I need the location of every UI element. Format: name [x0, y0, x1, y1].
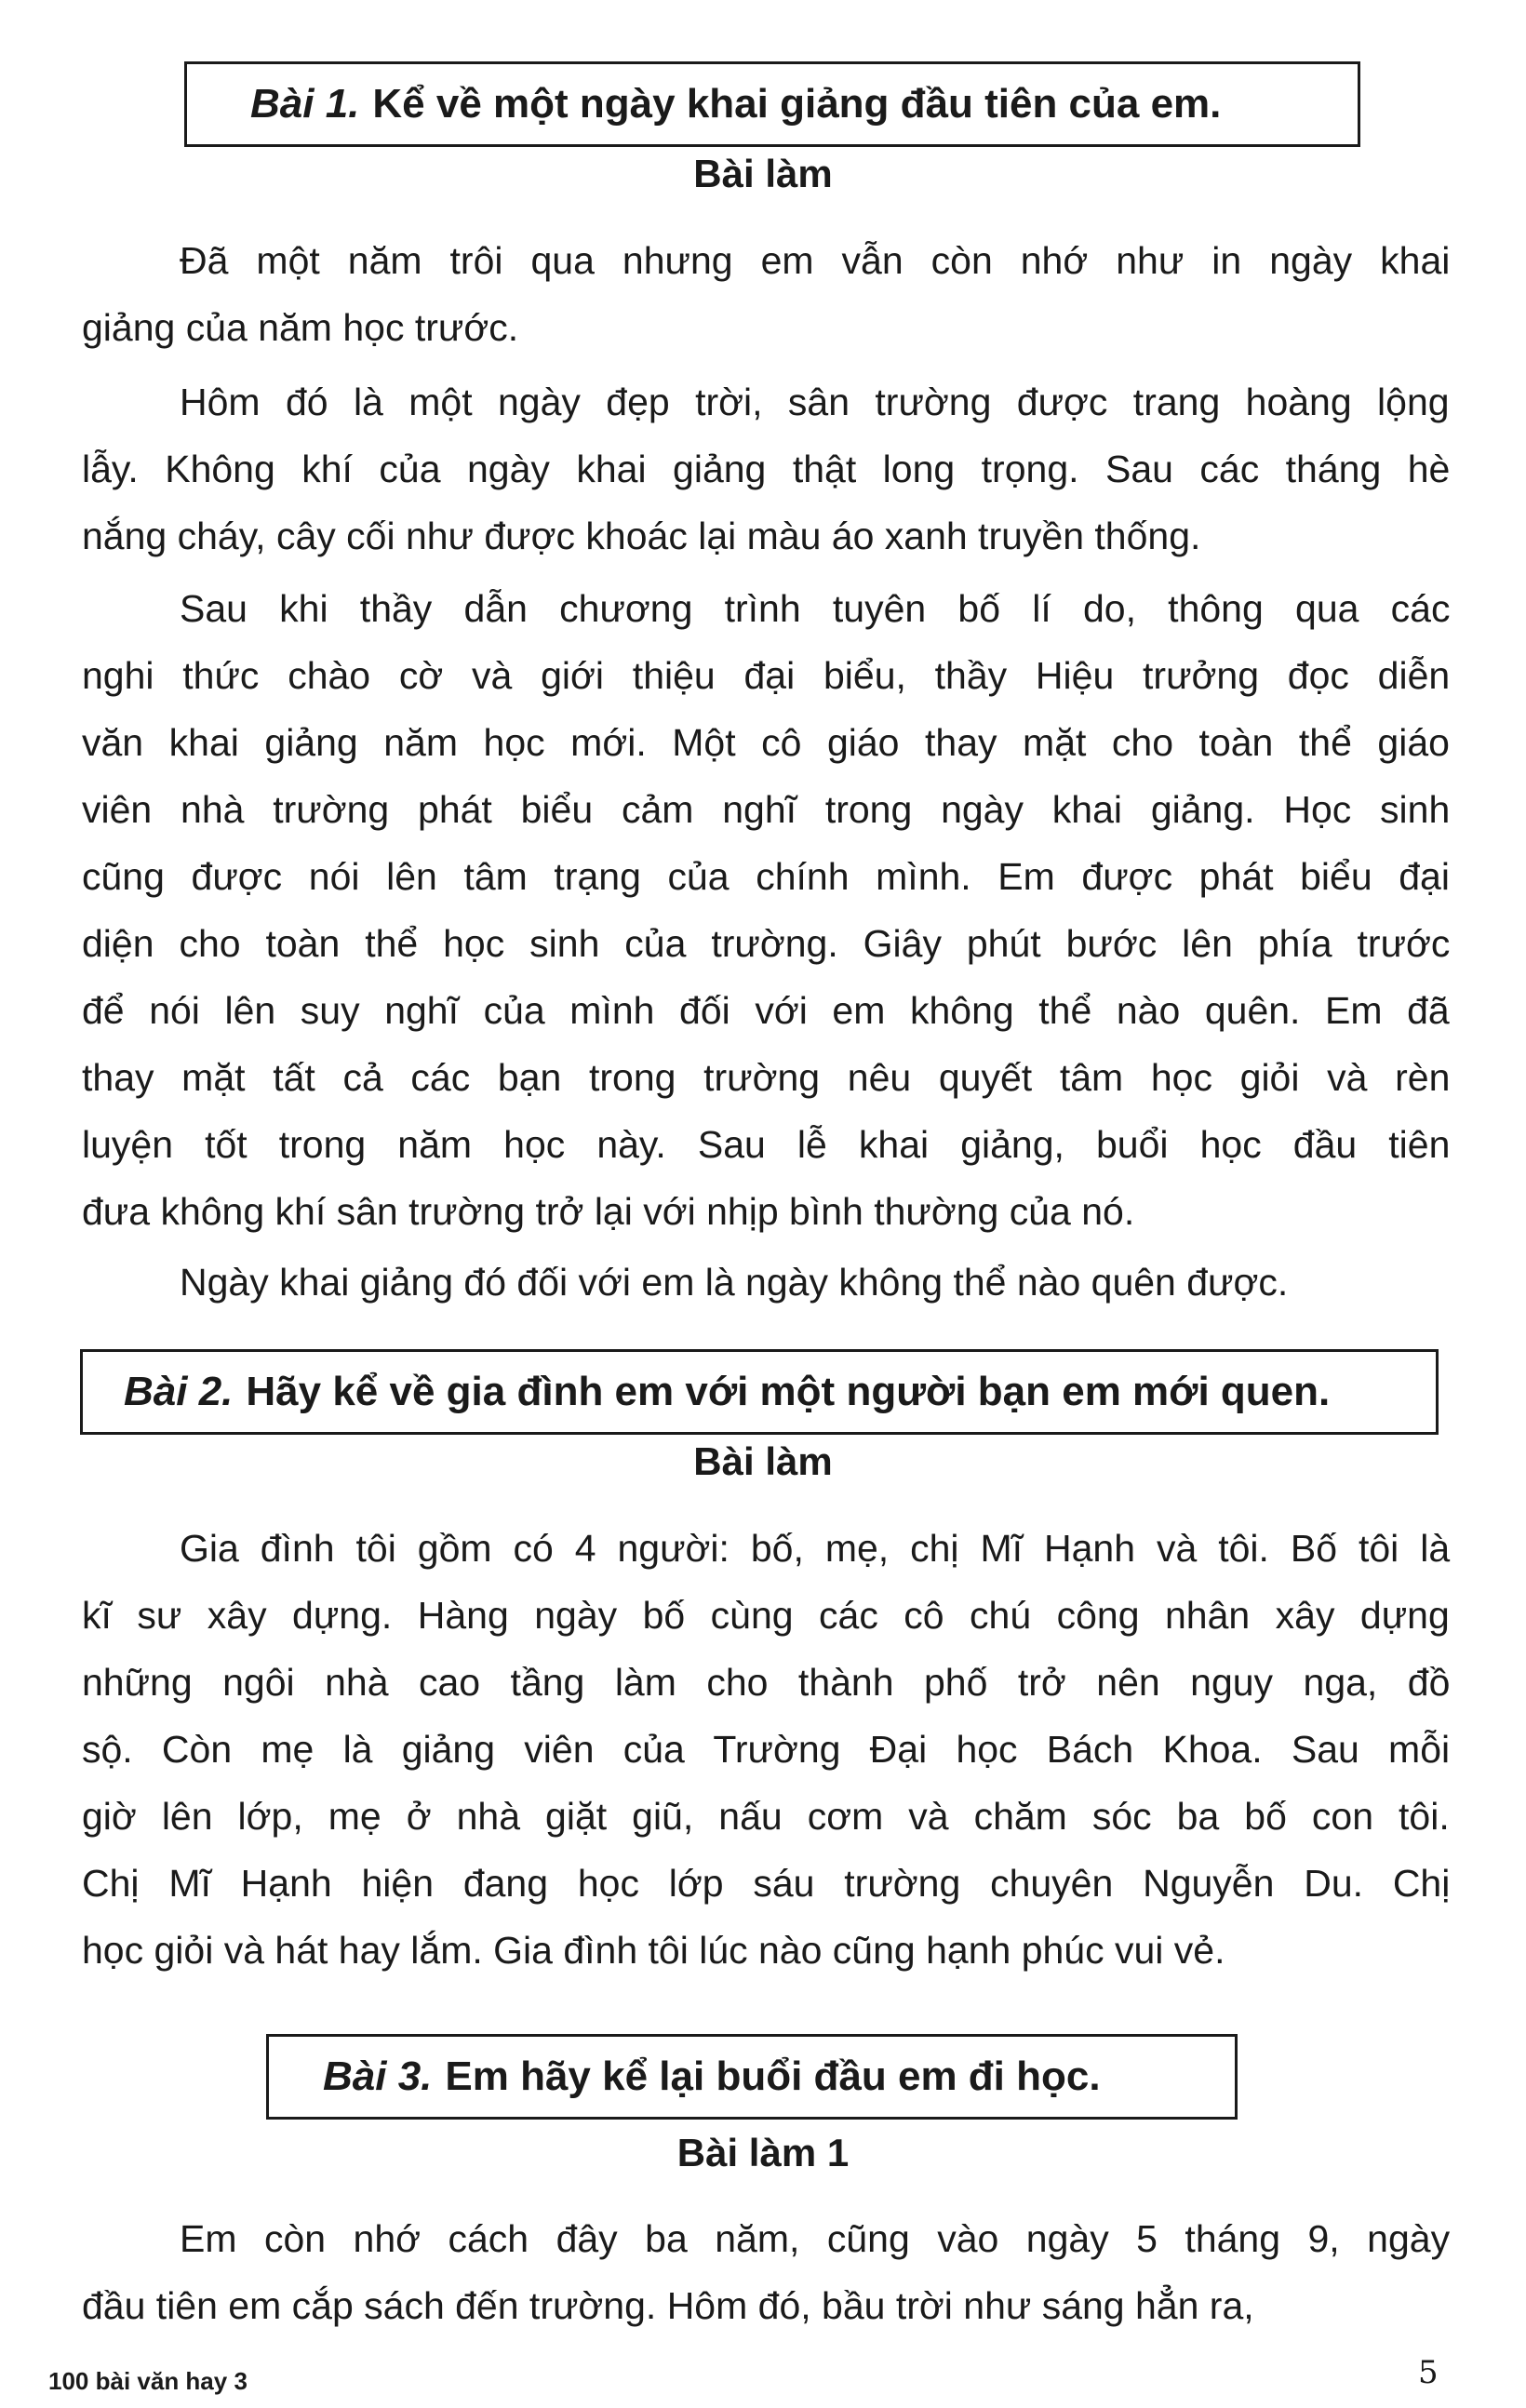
- paragraph-line: Gia đình tôi gồm có 4 người: bố, mẹ, chị Mĩ Hạnh và tôi. Bố tôi là: [180, 1527, 1451, 1570]
- exercise-1-paragraph-2: [82, 368, 1450, 569]
- exercise-3-title-box: [266, 2034, 1238, 2120]
- paragraph-line: học giỏi và hát hay lắm. Gia đình tôi lúc nào cũng hạnh phúc vui vẻ.: [82, 1929, 1225, 1972]
- paragraph-line: Em còn nhớ cách đây ba năm, cũng vào ngày 5 tháng 9, ngày: [180, 2217, 1451, 2260]
- exercise-3-number: Bài 3.: [323, 2053, 433, 2099]
- exercise-1-title-box: [184, 61, 1360, 147]
- paragraph-line: sộ. Còn mẹ là giảng viên của Trường Đại học Bách Khoa. Sau mỗi: [82, 1728, 1451, 1771]
- paragraph-line: Đã một năm trôi qua nhưng em vẫn còn nhớ như in ngày khai: [180, 239, 1451, 282]
- paragraph-line: Ngày khai giảng đó đối với em là ngày không thể nào quên được.: [180, 1261, 1289, 1304]
- exercise-1-paragraph-1: [82, 227, 1450, 361]
- paragraph-line: cũng được nói lên tâm trạng của chính mình. Em được phát biểu đại: [82, 855, 1450, 898]
- exercise-2-title-box: [80, 1349, 1439, 1435]
- paragraph-line: đưa không khí sân trường trở lại với nhịp bình thường của nó.: [82, 1190, 1135, 1233]
- exercise-1-title: Kể về một ngày khai giảng đầu tiên của em.: [372, 81, 1222, 127]
- paragraph-line: kĩ sư xây dựng. Hàng ngày bố cùng các cô chú công nhân xây dựng: [82, 1594, 1450, 1637]
- paragraph-line: viên nhà trường phát biểu cảm nghĩ trong ngày khai giảng. Học sinh: [82, 788, 1451, 831]
- paragraph-line: luyện tốt trong năm học này. Sau lễ khai giảng, buổi học đầu tiên: [82, 1123, 1451, 1166]
- paragraph-line: Sau khi thầy dẫn chương trình tuyên bố lí do, thông qua các: [180, 587, 1451, 630]
- paragraph-line: văn khai giảng năm học mới. Một cô giáo thay mặt cho toàn thể giáo: [82, 721, 1450, 764]
- paragraph-line: đầu tiên em cắp sách đến trường. Hôm đó, bầu trời như sáng hẳn ra,: [82, 2284, 1254, 2327]
- exercise-2-heading: Bài làm: [693, 1439, 833, 1483]
- exercise-1-heading: Bài làm: [693, 152, 833, 195]
- paragraph-line: lẫy. Không khí của ngày khai giảng thật long trọng. Sau các tháng hè: [82, 448, 1451, 490]
- paragraph-line: giảng của năm học trước.: [82, 306, 519, 349]
- exercise-3-paragraph-1: [82, 2205, 1450, 2339]
- paragraph-line: Chị Mĩ Hạnh hiện đang học lớp sáu trường chuyên Nguyễn Du. Chị: [82, 1862, 1451, 1905]
- exercise-1-paragraph-4: [82, 1249, 1450, 1316]
- page-number: 5: [1418, 2354, 1439, 2391]
- exercise-1-paragraph-3: [82, 575, 1450, 1245]
- paragraph-line: Hôm đó là một ngày đẹp trời, sân trường được trang hoàng lộng: [180, 381, 1450, 423]
- paragraph-line: nghi thức chào cờ và giới thiệu đại biểu, thầy Hiệu trưởng đọc diễn: [82, 654, 1451, 697]
- exercise-1-number: Bài 1.: [250, 81, 360, 127]
- book-title-footer: 100 bài văn hay 3: [48, 2367, 248, 2395]
- paragraph-line: diện cho toàn thể học sinh của trường. Giây phút bước lên phía trước: [82, 922, 1451, 965]
- exercise-2-paragraph-1: [82, 1515, 1450, 1984]
- paragraph-line: giờ lên lớp, mẹ ở nhà giặt giũ, nấu cơm và chăm sóc ba bố con tôi.: [82, 1795, 1450, 1838]
- exercise-2-number: Bài 2.: [124, 1369, 234, 1414]
- paragraph-line: để nói lên suy nghĩ của mình đối với em không thể nào quên. Em đã: [82, 989, 1450, 1032]
- paragraph-line: nắng cháy, cây cối như được khoác lại màu áo xanh truyền thống.: [82, 515, 1201, 557]
- paragraph-line: những ngôi nhà cao tầng làm cho thành phố trở nên nguy nga, đồ: [82, 1661, 1451, 1704]
- paragraph-line: thay mặt tất cả các bạn trong trường nêu quyết tâm học giỏi và rèn: [82, 1056, 1451, 1099]
- exercise-3-heading: Bài làm 1: [676, 2131, 850, 2174]
- exercise-3-title: Em hãy kể lại buổi đầu em đi học.: [445, 2053, 1101, 2099]
- exercise-2-title: Hãy kể về gia đình em với một người bạn em mới quen.: [246, 1369, 1331, 1414]
